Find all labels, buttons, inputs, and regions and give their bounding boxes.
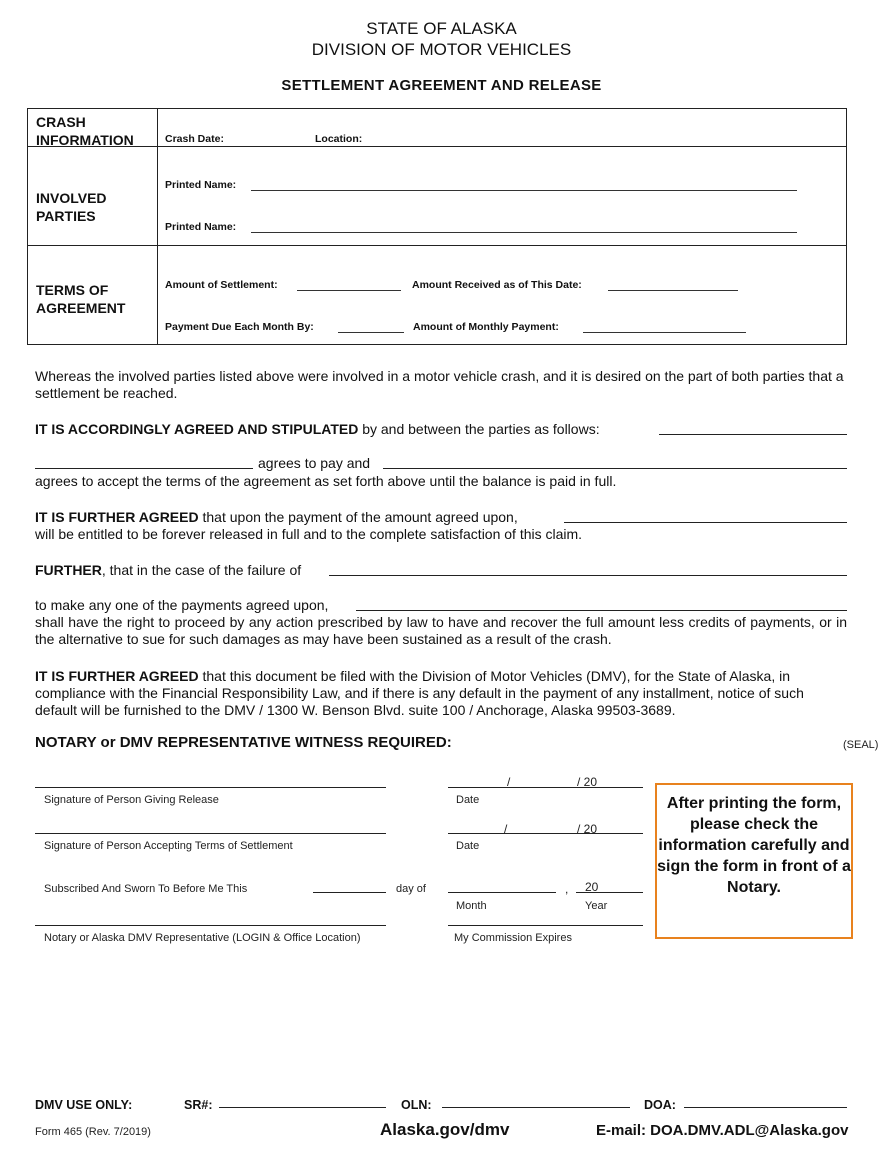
- crash-heading: CRASH INFORMATION: [36, 114, 134, 148]
- division-name: DIVISION OF MOTOR VEHICLES: [311, 40, 572, 59]
- agrees-to-pay-text: agrees to pay and: [258, 455, 371, 471]
- monthly-payment-field[interactable]: [583, 332, 746, 333]
- failure-party-field[interactable]: [329, 575, 847, 576]
- amount-received-field[interactable]: [608, 290, 738, 291]
- further-clause: FURTHER, that in the case of the failure of: [35, 562, 302, 578]
- released-party-field[interactable]: [564, 522, 847, 523]
- payment-due-field[interactable]: [338, 332, 404, 333]
- settlement-amount-label: Amount of Settlement:: [165, 279, 278, 291]
- notary-notice-box: After printing the form, please check the information carefully and sign the form in front of a Notary.: [655, 783, 853, 939]
- printed-name-label-1: Printed Name:: [165, 179, 237, 191]
- sworn-day-field[interactable]: [313, 892, 386, 893]
- notary-signature-field[interactable]: [35, 925, 386, 926]
- oln-field[interactable]: [442, 1107, 630, 1108]
- monthly-payment-label: Amount of Monthly Payment:: [413, 321, 559, 333]
- comma: ,: [565, 882, 569, 896]
- recovering-party-field[interactable]: [356, 610, 847, 611]
- year-twenty: 20: [585, 880, 599, 894]
- form-title: SETTLEMENT AGREEMENT AND RELEASE: [281, 77, 602, 94]
- stipulated-clause: IT IS ACCORDINGLY AGREED AND STIPULATED by and between the parties as follows:: [35, 421, 600, 437]
- release-signature-field[interactable]: [35, 787, 386, 788]
- website-link[interactable]: Alaska.gov/dmv: [380, 1120, 510, 1139]
- form-number: Form 465 (Rev. 7/2019): [35, 1126, 151, 1138]
- state-name: STATE OF ALASKA: [366, 19, 517, 38]
- payer-field[interactable]: [35, 468, 253, 469]
- sr-label: SR#:: [184, 1098, 213, 1112]
- stipulated-party-field[interactable]: [659, 434, 847, 435]
- day-of-label: day of: [396, 883, 426, 895]
- whereas-paragraph: Whereas the involved parties listed above were involved in a motor vehicle crash, and it is desired on the part of both parties that a settlement be reached.: [35, 368, 844, 401]
- commission-expires-field[interactable]: [448, 925, 643, 926]
- printed-name-field-2[interactable]: [251, 232, 797, 233]
- crash-date-label: Crash Date:: [165, 133, 224, 145]
- payments-text: to make any one of the payments agreed upon,: [35, 597, 329, 613]
- release-date-label: Date: [456, 794, 480, 806]
- release-signature-label: Signature of Person Giving Release: [44, 794, 219, 806]
- payee-field[interactable]: [383, 468, 847, 469]
- info-table: [27, 108, 847, 345]
- accept-signature-field[interactable]: [35, 833, 386, 834]
- release-date-field[interactable]: [448, 787, 643, 788]
- entitled-text: will be entitled to be forever released in full and to the complete satisfaction of this claim.: [35, 526, 583, 542]
- right-to-proceed-text: shall have the right to proceed by any action prescribed by law to have and recover the full amount less credits of payments, or in the alternative to sue for such damages as may have been sustained as a result of the crash.: [35, 614, 847, 647]
- commission-expires-label: My Commission Expires: [454, 932, 572, 944]
- accept-signature-label: Signature of Person Accepting Terms of Settlement: [44, 840, 293, 852]
- sworn-label: Subscribed And Sworn To Before Me This: [44, 883, 248, 895]
- month-label: Month: [456, 900, 487, 912]
- location-label: Location:: [315, 133, 363, 145]
- settlement-amount-field[interactable]: [297, 290, 401, 291]
- table-row-divider: [28, 245, 846, 246]
- sworn-month-field[interactable]: [448, 892, 556, 893]
- date-slash: /: [504, 822, 508, 836]
- further-agreed-clause-2: IT IS FURTHER AGREED that this document be filed with the Division of Motor Vehicles (DMV), for the State of Alaska, in compliance with the Financial Responsibility Law, and if there is any default in the payment of any installment, notice of such default will be furnished to the DMV / 1300 W. Benson Blvd. suite 100 / Anchorage, Alaska 99503-3689.: [35, 668, 804, 718]
- year-prefix: / 20: [577, 775, 598, 789]
- payment-due-label: Payment Due Each Month By:: [165, 321, 314, 333]
- accept-date-label: Date: [456, 840, 480, 852]
- email-link[interactable]: E-mail: DOA.DMV.ADL@Alaska.gov: [596, 1122, 849, 1139]
- amount-received-label: Amount Received as of This Date:: [412, 279, 582, 291]
- accept-date-field[interactable]: [448, 833, 643, 834]
- oln-label: OLN:: [401, 1098, 432, 1112]
- date-slash: /: [507, 775, 511, 789]
- table-divider: [157, 109, 158, 344]
- year-prefix: / 20: [577, 822, 598, 836]
- printed-name-label-2: Printed Name:: [165, 221, 237, 233]
- notary-heading: NOTARY or DMV REPRESENTATIVE WITNESS REQUIRED:: [35, 734, 452, 751]
- agrees-accept-text: agrees to accept the terms of the agreement as set forth above until the balance is paid in full.: [35, 473, 617, 489]
- terms-heading: TERMS OF AGREEMENT: [36, 282, 126, 316]
- doa-field[interactable]: [684, 1107, 847, 1108]
- agency-header: [0, 18, 883, 60]
- year-label: Year: [585, 900, 608, 912]
- dmv-use-only-label: DMV USE ONLY:: [35, 1098, 133, 1112]
- table-row-divider: [28, 146, 846, 147]
- notary-signature-label: Notary or Alaska DMV Representative (LOGIN & Office Location): [44, 932, 361, 944]
- parties-heading: INVOLVED PARTIES: [36, 190, 107, 224]
- seal-label: (SEAL): [843, 739, 879, 751]
- printed-name-field-1[interactable]: [251, 190, 797, 191]
- doa-label: DOA:: [644, 1098, 676, 1112]
- sr-field[interactable]: [219, 1107, 386, 1108]
- further-agreed-clause-1: IT IS FURTHER AGREED that upon the payment of the amount agreed upon,: [35, 509, 518, 525]
